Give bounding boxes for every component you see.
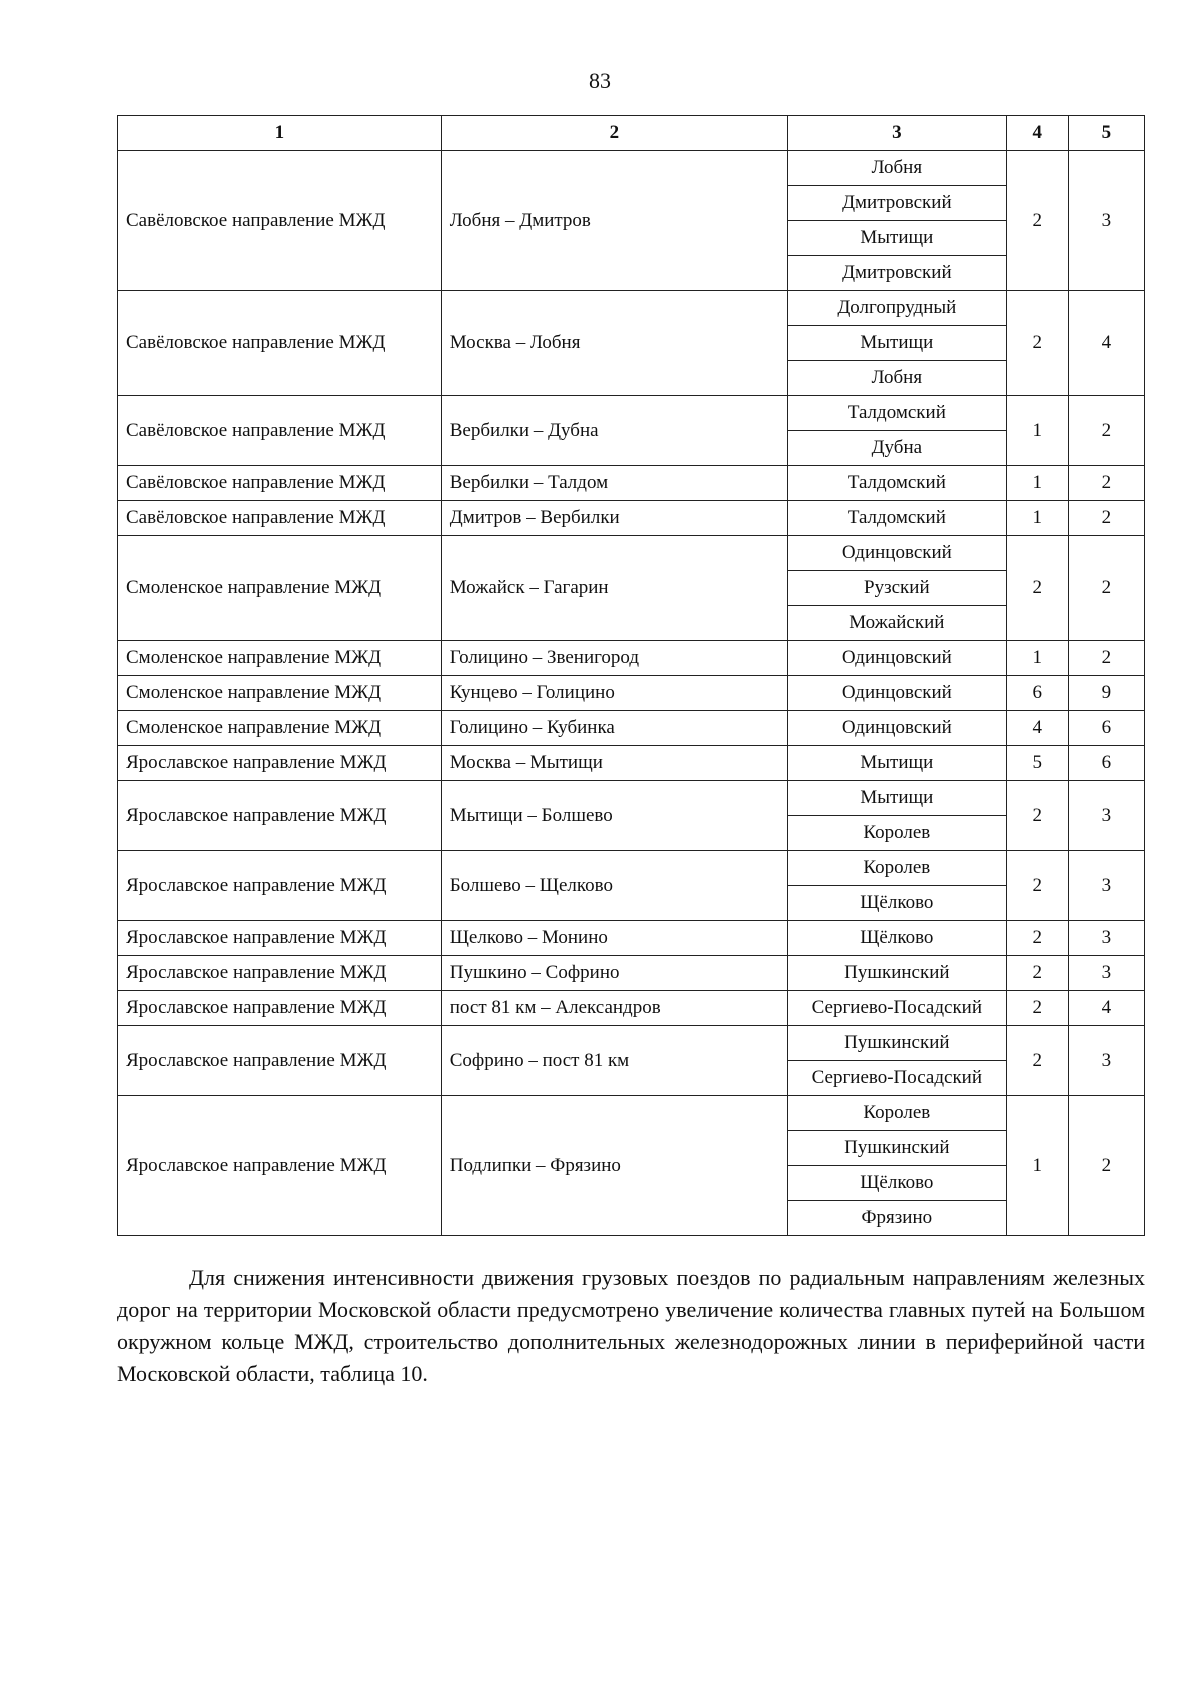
col5-value-cell: 3: [1068, 151, 1144, 291]
direction-cell: Савёловское направление МЖД: [118, 396, 442, 466]
table-row: [118, 711, 1145, 746]
direction-cell: Ярославское направление МЖД: [118, 851, 442, 921]
col4-value-cell: 2: [1006, 781, 1068, 851]
section-cell: Подлипки – Фрязино: [441, 1096, 787, 1236]
direction-cell: Савёловское направление МЖД: [118, 466, 442, 501]
header-col-2: 2: [441, 116, 787, 151]
table-row: [118, 536, 1145, 571]
col4-value-cell: 4: [1006, 711, 1068, 746]
table-row: [118, 1026, 1145, 1061]
col4-value-cell: 2: [1006, 291, 1068, 396]
district-cell: Одинцовский: [788, 536, 1007, 571]
col5-value-cell: 4: [1068, 291, 1144, 396]
district-cell: Пушкинский: [788, 1026, 1007, 1061]
table-row: [118, 291, 1145, 326]
col5-value-cell: 3: [1068, 851, 1144, 921]
district-cell: Мытищи: [788, 326, 1007, 361]
district-cell: Мытищи: [788, 746, 1007, 781]
table-row: [118, 1096, 1145, 1131]
table-row: [118, 151, 1145, 186]
col5-value-cell: 9: [1068, 676, 1144, 711]
district-cell: Долгопрудный: [788, 291, 1007, 326]
col5-value-cell: 2: [1068, 466, 1144, 501]
col5-value-cell: 2: [1068, 641, 1144, 676]
section-cell: Пушкино – Софрино: [441, 956, 787, 991]
col4-value-cell: 2: [1006, 536, 1068, 641]
col4-value-cell: 1: [1006, 1096, 1068, 1236]
section-cell: Софрино – пост 81 км: [441, 1026, 787, 1096]
table-row: [118, 641, 1145, 676]
table-row: [118, 851, 1145, 886]
col5-value-cell: 3: [1068, 956, 1144, 991]
header-col-3: 3: [788, 116, 1007, 151]
body-paragraph: Для снижения интенсивности движения грузовых поездов по радиальным направлениям железных дорог на территории Московской области предусмотрено увеличение количества главных путей на Большом окружном кольце МЖД, строительство дополнительных железнодорожных линии в периферийной части Московской области, таблица 10.: [117, 1265, 1145, 1386]
col5-value-cell: 4: [1068, 991, 1144, 1026]
district-cell: Королев: [788, 1096, 1007, 1131]
section-cell: Москва – Лобня: [441, 291, 787, 396]
section-cell: Болшево – Щелково: [441, 851, 787, 921]
col4-value-cell: 1: [1006, 396, 1068, 466]
header-col-1: 1: [118, 116, 442, 151]
direction-cell: Ярославское направление МЖД: [118, 781, 442, 851]
col4-value-cell: 6: [1006, 676, 1068, 711]
district-cell: Рузский: [788, 571, 1007, 606]
table-row: [118, 921, 1145, 956]
district-cell: Мытищи: [788, 221, 1007, 256]
section-cell: Москва – Мытищи: [441, 746, 787, 781]
col4-value-cell: 2: [1006, 956, 1068, 991]
railway-sections-table: [117, 115, 1145, 1236]
district-cell: Пушкинский: [788, 1131, 1007, 1166]
col5-value-cell: 2: [1068, 536, 1144, 641]
district-cell: Дмитровский: [788, 186, 1007, 221]
section-cell: Лобня – Дмитров: [441, 151, 787, 291]
section-cell: Кунцево – Голицино: [441, 676, 787, 711]
district-cell: Талдомский: [788, 396, 1007, 431]
section-cell: Мытищи – Болшево: [441, 781, 787, 851]
direction-cell: Ярославское направление МЖД: [118, 921, 442, 956]
direction-cell: Смоленское направление МЖД: [118, 536, 442, 641]
col5-value-cell: 3: [1068, 781, 1144, 851]
section-cell: Щелково – Монино: [441, 921, 787, 956]
section-cell: Дмитров – Вербилки: [441, 501, 787, 536]
section-cell: Можайск – Гагарин: [441, 536, 787, 641]
district-cell: Королев: [788, 851, 1007, 886]
direction-cell: Савёловское направление МЖД: [118, 151, 442, 291]
table-row: [118, 396, 1145, 431]
district-cell: Одинцовский: [788, 711, 1007, 746]
table-row: [118, 956, 1145, 991]
direction-cell: Савёловское направление МЖД: [118, 291, 442, 396]
direction-cell: Ярославское направление МЖД: [118, 746, 442, 781]
col4-value-cell: 2: [1006, 1026, 1068, 1096]
table-row: [118, 466, 1145, 501]
direction-cell: Савёловское направление МЖД: [118, 501, 442, 536]
table-row: [118, 746, 1145, 781]
page-number: 83: [589, 68, 611, 93]
col5-value-cell: 2: [1068, 396, 1144, 466]
district-cell: Талдомский: [788, 501, 1007, 536]
section-cell: пост 81 км – Александров: [441, 991, 787, 1026]
col5-value-cell: 2: [1068, 501, 1144, 536]
direction-cell: Ярославское направление МЖД: [118, 1026, 442, 1096]
table-row: [118, 676, 1145, 711]
col5-value-cell: 3: [1068, 1026, 1144, 1096]
col4-value-cell: 2: [1006, 921, 1068, 956]
col5-value-cell: 3: [1068, 921, 1144, 956]
header-col-5: 5: [1068, 116, 1144, 151]
header-col-4: 4: [1006, 116, 1068, 151]
col4-value-cell: 1: [1006, 501, 1068, 536]
district-cell: Мытищи: [788, 781, 1007, 816]
district-cell: Сергиево-Посадский: [788, 1061, 1007, 1096]
col4-value-cell: 2: [1006, 991, 1068, 1026]
section-cell: Голицино – Кубинка: [441, 711, 787, 746]
district-cell: Лобня: [788, 151, 1007, 186]
district-cell: Талдомский: [788, 466, 1007, 501]
district-cell: Щёлково: [788, 921, 1007, 956]
col4-value-cell: 1: [1006, 466, 1068, 501]
table-body: [118, 151, 1145, 1236]
section-cell: Вербилки – Дубна: [441, 396, 787, 466]
direction-cell: Смоленское направление МЖД: [118, 711, 442, 746]
district-cell: Пушкинский: [788, 956, 1007, 991]
district-cell: Можайский: [788, 606, 1007, 641]
district-cell: Щёлково: [788, 886, 1007, 921]
table-row: [118, 781, 1145, 816]
district-cell: Дмитровский: [788, 256, 1007, 291]
district-cell: Сергиево-Посадский: [788, 991, 1007, 1026]
col4-value-cell: 2: [1006, 151, 1068, 291]
district-cell: Лобня: [788, 361, 1007, 396]
district-cell: Щёлково: [788, 1166, 1007, 1201]
district-cell: Одинцовский: [788, 641, 1007, 676]
col4-value-cell: 5: [1006, 746, 1068, 781]
direction-cell: Смоленское направление МЖД: [118, 676, 442, 711]
table-row: [118, 991, 1145, 1026]
col5-value-cell: 6: [1068, 746, 1144, 781]
col4-value-cell: 1: [1006, 641, 1068, 676]
direction-cell: Ярославское направление МЖД: [118, 956, 442, 991]
col4-value-cell: 2: [1006, 851, 1068, 921]
table-row: [118, 501, 1145, 536]
direction-cell: Ярославское направление МЖД: [118, 991, 442, 1026]
table-header-row: [118, 116, 1145, 151]
district-cell: Фрязино: [788, 1201, 1007, 1236]
direction-cell: Ярославское направление МЖД: [118, 1096, 442, 1236]
col5-value-cell: 2: [1068, 1096, 1144, 1236]
section-cell: Вербилки – Талдом: [441, 466, 787, 501]
district-cell: Королев: [788, 816, 1007, 851]
district-cell: Одинцовский: [788, 676, 1007, 711]
col5-value-cell: 6: [1068, 711, 1144, 746]
district-cell: Дубна: [788, 431, 1007, 466]
direction-cell: Смоленское направление МЖД: [118, 641, 442, 676]
section-cell: Голицино – Звенигород: [441, 641, 787, 676]
